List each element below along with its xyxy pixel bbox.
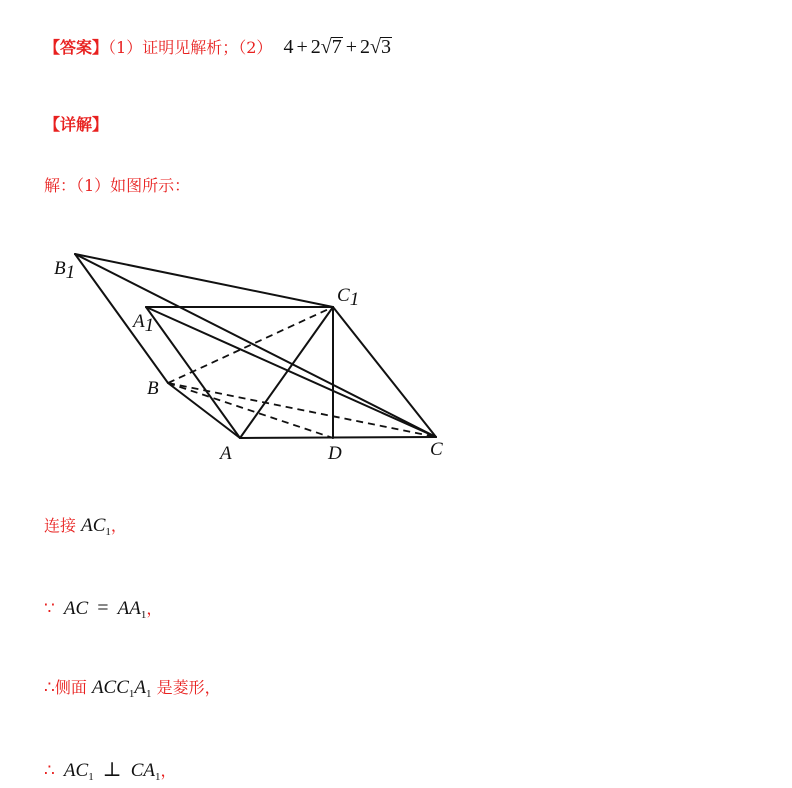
detail-heading: 【详解】 (44, 115, 109, 134)
label-a: A (220, 443, 232, 464)
edge-a-c (240, 437, 436, 438)
label-b1: B1 (54, 258, 76, 283)
edge-b-a (168, 383, 240, 438)
answer-part1: （1）证明见解析；（2） (108, 38, 273, 57)
label-d: D (328, 443, 342, 464)
label-c: C (430, 439, 443, 460)
edge-c1-c (333, 307, 436, 437)
step-perpendicular: ∴ $AC_1$ ⊥ $CA_1$， (44, 759, 177, 783)
label-c1: C1 (337, 285, 360, 310)
answer-tag: 【答案】 (44, 38, 109, 57)
edge-b1-c1 (75, 254, 333, 307)
edge-b-c (168, 383, 436, 437)
edge-b1-c (75, 254, 436, 437)
edge-b-d (168, 383, 333, 438)
edge-c1-a (240, 307, 333, 438)
label-a1: A1 (133, 311, 155, 336)
label-b: B (147, 378, 159, 399)
solution-intro: 解：（1）如图所示： (44, 176, 191, 195)
step-rhombus: ∴侧面 $ACC_1A_1$ 是菱形， (44, 677, 221, 700)
step-connect: 连接 $AC_1$， (44, 515, 127, 538)
answer-expression: 4 + 2√7 + 2√3 (283, 36, 392, 58)
step-because: ∵ AC = $AA_1$， (44, 597, 163, 621)
